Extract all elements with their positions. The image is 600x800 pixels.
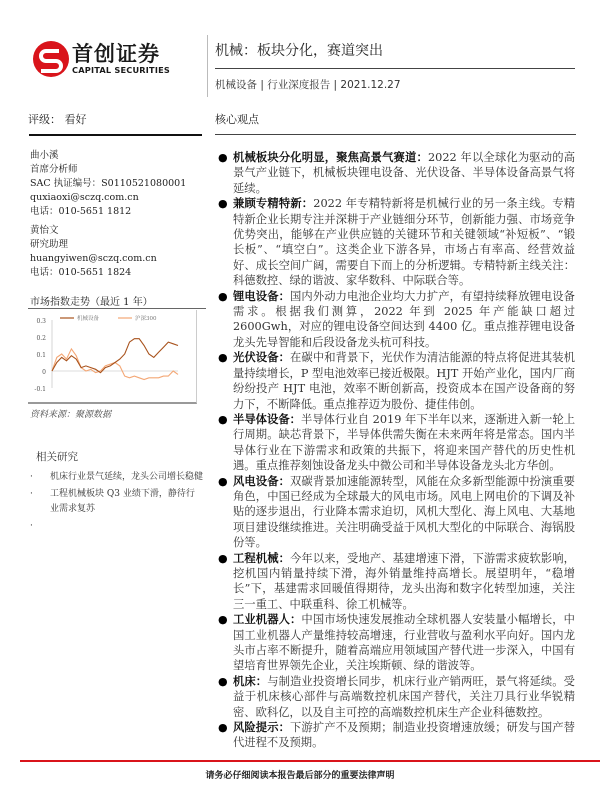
y-tick-label: -0.1: [34, 386, 46, 393]
point-heading: 工程机械：: [233, 550, 291, 565]
bullet-icon: ●: [218, 412, 228, 426]
bullet-icon: ·: [30, 489, 33, 499]
footer-line: [20, 760, 600, 762]
bullet-icon: ●: [218, 674, 228, 688]
core-point: [218, 412, 575, 474]
point-text: 今年以来，受地产、基建增速下滑，下游需求疲软影响，挖机国内销量持续下滑，海外销量维持高增长。展望明年，“稳增长”下，基建需求回暖值得期待，龙头出海和数字化转型加速，关注三一重工、中联重科、徐工机械等。: [233, 551, 575, 611]
analyst-role: 研究助理: [30, 239, 69, 250]
bullet-icon: ●: [218, 721, 228, 735]
bullet-icon: ·: [30, 472, 33, 482]
report-subtitle: 机械设备 | 行业深度报告 | 2021.12.27: [215, 79, 401, 91]
core-point: [218, 196, 575, 288]
analyst-email[interactable]: quxiaoxi@sczq.com.cn: [30, 192, 139, 203]
point-text: 国内外动力电池企业均大力扩产，有望持续释放锂电设备需求。根据我们测算，2022 年到 2025 年产能缺口超过 2600Gwh，对应的锂电设备空间达到 4400 亿。重点推荐锂电设备龙头先导智能和后段设备龙头杭可科技。: [233, 289, 575, 349]
chart-svg: [28, 310, 196, 402]
point-heading: 风险提示：: [233, 720, 291, 735]
point-text: 半导体行业自 2019 年下半年以来，逐渐进入新一轮上行周期。缺芯背景下，半导体供需失衡在未来两年将是常态。国内半导体行业在下游需求和政策的共振下，将迎来国产替代的历史性机遇。重点推荐刻蚀设备龙头中微公司和半导体设备龙头北方华创。: [233, 412, 575, 473]
chart-title: 市场指数走势（最近 1 年）: [30, 297, 153, 308]
chart-source: 资料来源：聚源数据: [30, 410, 112, 420]
core-point: [218, 674, 575, 720]
core-point: [218, 350, 575, 412]
report-title: 机械：板块分化，赛道突出: [215, 43, 383, 59]
related-item[interactable]: [28, 470, 203, 485]
core-point: [218, 289, 575, 351]
core-point: [218, 612, 575, 674]
bullet-icon: ●: [218, 151, 228, 164]
title-underline: [215, 68, 575, 69]
point-heading: 半导体设备：: [233, 411, 302, 426]
point-text: 双碳背景加速能源转型，风能在众多新型能源中扮演重要角色，中国已经成为全球最大的风电市场。风电上网电价的下调及补贴的逐步退出，行业降本需求迫切，风机大型化、海上风电、大基地项目建设继续推进。关注明确受益于风机大型化的中际联合、海锅股份等。: [233, 474, 575, 550]
analyst-2: [30, 224, 157, 280]
divider: [28, 308, 206, 309]
analyst-phone: 电话：010-5651 1812: [30, 206, 132, 217]
bullet-icon: ●: [218, 197, 228, 211]
point-heading: 机械板块分化明显，聚焦高景气赛道：: [233, 150, 428, 164]
divider: [29, 134, 202, 136]
rating-value: 看好: [64, 113, 87, 126]
related-item-label[interactable]: 工程机械板块 Q3 业绩下滑，静待行业需求复苏: [50, 489, 195, 514]
rating-label: 评级：: [28, 113, 61, 126]
bullet-icon: ●: [218, 474, 228, 488]
company-logo: [32, 38, 202, 78]
core-title: 核心观点: [215, 113, 259, 126]
series-line-机械设备: [52, 339, 178, 373]
related-title: 相关研究: [36, 451, 78, 463]
point-text: 2022 年专精特新将是机械行业的另一条主线。专精特新企业长期专注并深耕于产业链细分环节，创新能力强、市场竞争优势突出，能够在产业供应链的关键环节和关键领域“补短板”、“锻长板”、“填空白”。这类企业下游各异，市场占有率高、经营效益好、成长空间广阔，需要自下而上的分析逻辑。专精特新主线关注：科德数控、绿的谐波、家华数科、中际联合等。: [233, 197, 575, 288]
point-heading: 工业机器人：: [233, 612, 302, 627]
core-points: [218, 150, 575, 751]
analyst-name: 黄怡文: [30, 225, 59, 236]
core-point: [218, 551, 575, 613]
point-text: 2022 年以全球化为驱动的高景气产业链下，机械板块锂电设备、光伏设备、半导体设备高景气将延续。: [233, 151, 575, 195]
rating: [28, 111, 87, 127]
core-point: [218, 474, 575, 551]
analyst-sac: SAC 执证编号：S0110521080001: [30, 178, 187, 189]
related-item[interactable]: [28, 487, 203, 517]
y-tick-label: 0: [42, 369, 46, 376]
point-text: 在碳中和背景下，光伏作为清洁能源的特点将促进其装机量持续增长，P 型电池效率已接近极限。HJT 开始产业化，国内厂商纷纷投产 HJT 电池，效率不断创新高，投资成本在国产设备商的努力下，不断降低。重点推荐迈为股份、捷佳伟创。: [233, 351, 575, 411]
point-text: 与制造业投资增长同步，机床行业产销两旺，景气将延续。受益于机床核心部件与高端数控机床国产替代，关注刀具行业华锐精密、欧科亿，以及自主可控的高端数控机床生产企业科德数控。: [233, 674, 575, 719]
analyst-email[interactable]: huangyiwen@sczq.com.cn: [30, 253, 157, 264]
related-list: [28, 470, 204, 531]
point-text: 下游扩产不及预期；制造业投资增速放缓；研发与国产替代进程不及预期。: [233, 721, 575, 750]
index-chart: [28, 310, 197, 404]
point-heading: 锂电设备：: [233, 288, 291, 303]
divider: [215, 134, 576, 135]
bullet-icon: ●: [218, 289, 228, 303]
point-heading: 机床：: [233, 673, 268, 688]
bullet-icon: ●: [218, 551, 228, 565]
footer-disclaimer: 请务必仔细阅读本报告最后部分的重要法律声明: [205, 771, 395, 781]
bullet-icon: ·: [30, 521, 33, 531]
analyst-1: [30, 149, 186, 219]
bullet-icon: ●: [218, 351, 228, 365]
analyst-role: 首席分析师: [30, 164, 78, 175]
logo-mark-icon: [32, 40, 70, 78]
related-item-label[interactable]: 机床行业景气延续，龙头公司增长稳健: [50, 472, 204, 482]
bullet-icon: ●: [218, 613, 228, 627]
y-tick-label: 0.2: [36, 335, 46, 342]
point-heading: 兼顾专精特新：: [233, 196, 314, 211]
core-point: [218, 720, 575, 751]
core-point: [218, 150, 575, 196]
point-heading: 光伏设备：: [233, 350, 291, 365]
point-heading: 风电设备：: [233, 473, 291, 488]
analyst-phone: 电话：010-5651 1824: [30, 267, 132, 278]
point-text: 中国市场快速发展推动全球机器人安装量小幅增长，中国工业机器人产量维持较高增速，行业营收与盈利水平向好。国内龙头市占率不断提升，随着高端应用领域国产替代进一步深入，中国有望培育世界领先企业，关注埃斯顿、绿的谐波等。: [233, 613, 575, 673]
analyst-name: 曲小溪: [30, 150, 59, 161]
series-line-沪深300: [52, 349, 178, 380]
legend-label: 沪深300: [135, 316, 157, 322]
logo-text-en: CAPITAL SECURITIES: [72, 65, 170, 75]
y-tick-label: 0.1: [36, 352, 46, 359]
y-tick-label: 0.3: [36, 318, 46, 325]
logo-text-cn: 首创证券: [72, 42, 160, 66]
legend-label: 机械设备: [77, 316, 100, 322]
header-divider: [207, 35, 208, 97]
